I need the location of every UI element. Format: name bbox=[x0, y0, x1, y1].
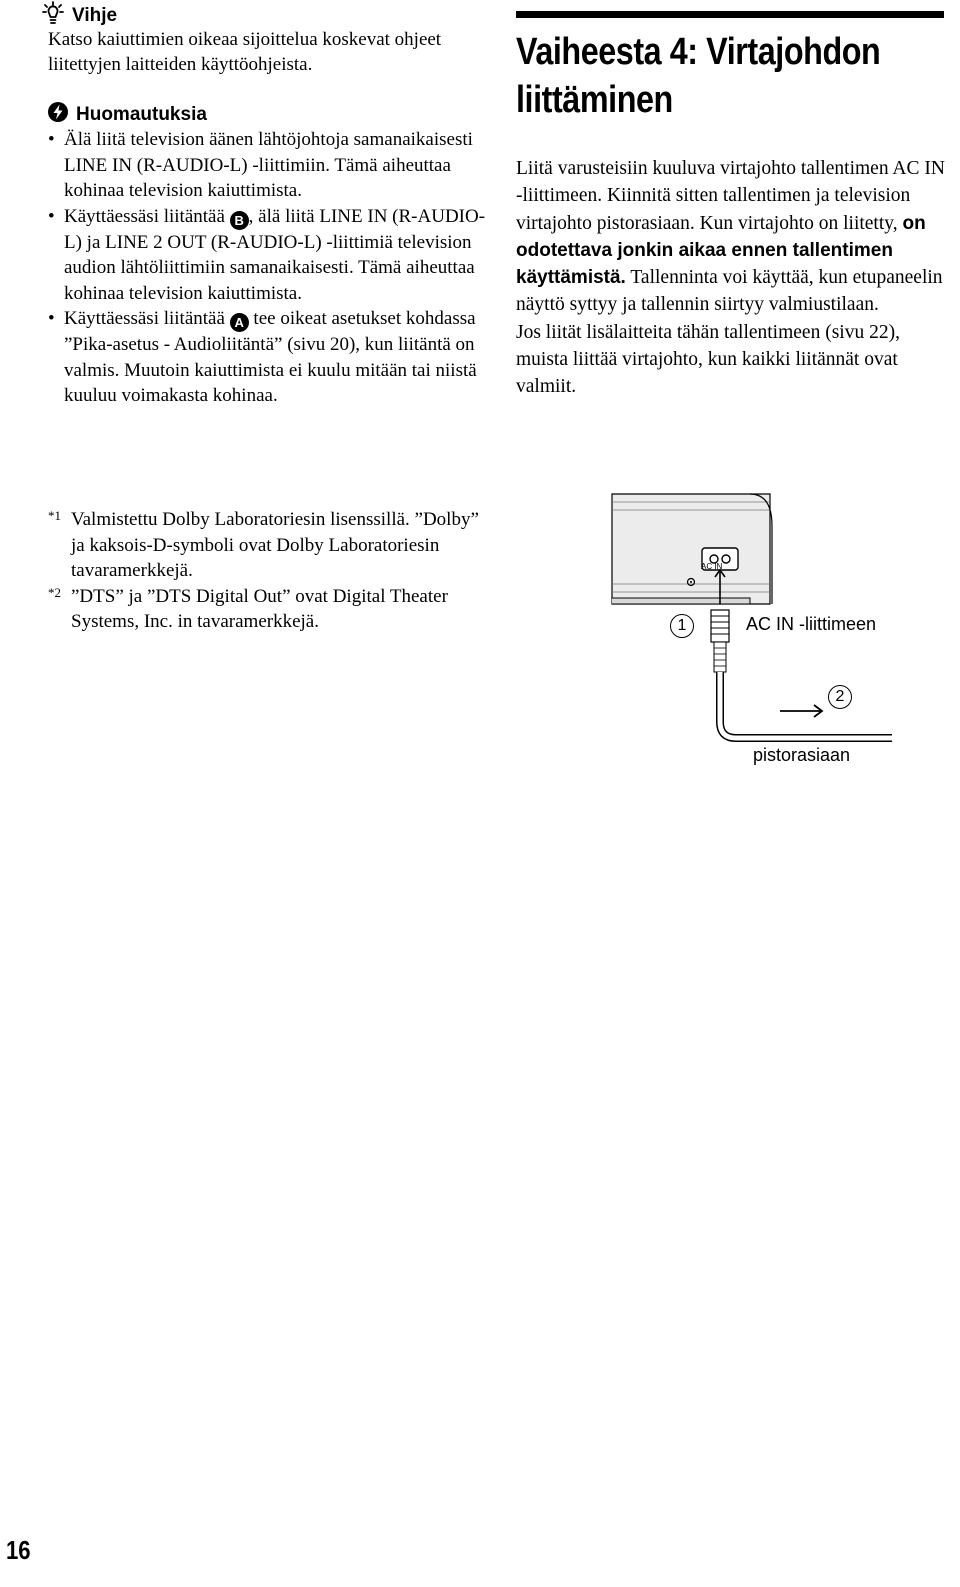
page-number: 16 bbox=[6, 1535, 31, 1565]
body-text: Tallenninta voi käyttää, kun etupaneelin näyttö syttyy ja tallennin siirtyy valmiustilaan. bbox=[516, 267, 943, 316]
tip-title: Vihje bbox=[72, 5, 118, 26]
footnotes bbox=[48, 507, 488, 635]
list-item bbox=[48, 204, 488, 307]
ac-in-port-label: AC IN bbox=[701, 562, 723, 571]
list-item bbox=[48, 306, 488, 409]
tip-text: Katso kaiuttimien oikeaa sijoittelua koskevat ohjeet liitettyjen laitteiden käyttöohjeista. bbox=[48, 29, 442, 75]
section-rule bbox=[516, 11, 944, 18]
list-item bbox=[48, 127, 488, 204]
ac-in-label: AC IN -liittimeen bbox=[746, 614, 877, 634]
section-body bbox=[516, 155, 948, 401]
body-text: Liitä varusteisiin kuuluva virtajohto tallentimen AC IN -liittimeen. Kiinnitä sitten tallentimen ja television virtajohto pistorasiaan. Kun virtajohto on liitetty, bbox=[516, 158, 945, 234]
footnote-text: ”DTS” ja ”DTS Digital Out” ovat Digital Theater Systems, Inc. in tavaramerkkejä. bbox=[71, 585, 448, 632]
note-text: Käyttäessäsi liitäntää bbox=[64, 308, 225, 329]
outlet-label: pistorasiaan bbox=[753, 745, 851, 765]
lightbulb-icon bbox=[42, 1, 64, 31]
notes-list bbox=[48, 127, 488, 409]
footnote-mark: *1 bbox=[48, 508, 61, 523]
footnote-mark: *2 bbox=[48, 584, 61, 600]
lightning-icon bbox=[48, 102, 68, 128]
notes-heading bbox=[48, 103, 488, 127]
footnote-1 bbox=[48, 507, 488, 584]
section-heading: Vaiheesta 4: Virtajohdon liittäminen bbox=[516, 31, 881, 121]
note-text: tee oikeat asetukset kohdassa ”Pika-asetus - Audioliitäntä” (sivu 20), kun liitäntä on valmis. Muutoin kaiuttimista ei kuulu mitään tai niistä kuuluu voimakasta kohinaa. bbox=[64, 308, 477, 406]
connection-b-badge: B bbox=[230, 211, 249, 230]
body-text: Jos liität lisälaitteita tähän tallentimeen (sivu 22), muista liittää virtajohto, kun kaikki liitännät ovat valmiit. bbox=[516, 321, 900, 398]
step-1-badge: 1 bbox=[670, 614, 694, 638]
footnote-text: Valmistettu Dolby Laboratoriesin lisenssillä. ”Dolby” ja kaksois-D-symboli ovat Dolby Laboratoriesin tavaramerkkejä. bbox=[71, 509, 479, 581]
tip-heading bbox=[42, 4, 488, 28]
left-column bbox=[48, 4, 488, 409]
step-2-badge: 2 bbox=[828, 685, 852, 709]
note-text: Käyttäessäsi liitäntää bbox=[64, 205, 225, 227]
note-text: Älä liitä television äänen lähtöjohtoja samanaikaisesti LINE IN (R-AUDIO-L) -liittimiin. Tämä aiheuttaa kohinaa television kaiuttimista. bbox=[64, 129, 473, 201]
connection-a-badge: A bbox=[230, 313, 249, 332]
power-cord-illustration bbox=[600, 486, 900, 776]
body-bold-text: on odotettava jonkin aikaa ennen tallentimen käyttämistä. bbox=[516, 212, 926, 289]
notes-title: Huomautuksia bbox=[76, 104, 207, 125]
footnote-2 bbox=[48, 584, 488, 635]
note-text: , älä liitä LINE IN (R-AUDIO-L) ja LINE 2 OUT (R-AUDIO-L) -liittimiä television audion lähtöliittimiin samanaikaisesti. Tämä aiheuttaa kohinaa television kaiuttimista. bbox=[64, 205, 486, 304]
